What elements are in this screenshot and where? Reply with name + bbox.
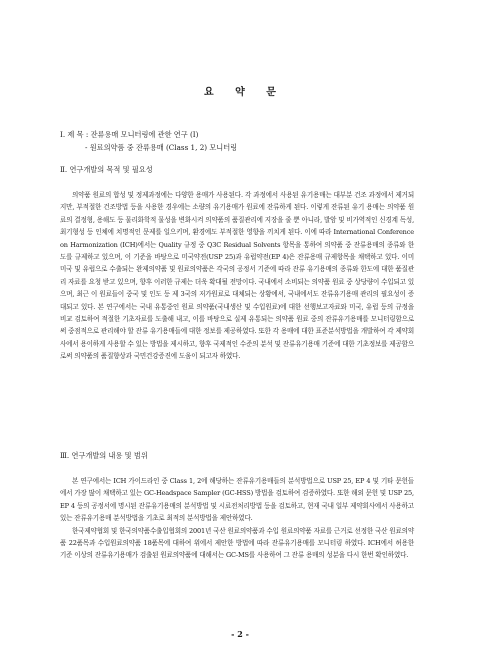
scope-heading: Ⅲ. 연구개발의 내용 및 범위 [60, 451, 148, 460]
purpose-section [60, 164, 414, 363]
summary-title: 요 약 문 [204, 87, 285, 98]
page-number: - 2 - [231, 629, 249, 639]
purpose-paragraph: 의약품 원료의 합성 및 정제과정에는 다양한 용매가 사용된다. 각 과정에서 사용된 유기용매는 대부분 건조 과정에서 제거되지만, 부적절한 건조방법 등을 사용한 경우에는 소량의 유기용매가 원료에 잔류하게 된다. 이렇게 잔류된 유기 용매는 의약품 원료의 결정형, 용해도 등 물리화학적 물성을 변화시켜 의약품의 품질관리에 지장을 줄 뿐 아니라, 발암 및 비가역적인 신경계 독성, 최기형성 등 인체에 치명적인 문제를 일으키며, 환경에도 부적절한 영향을 끼치게 된다. 이에 따라 International Conference on Harmonization (ICH)에서는 Quality 규정 중 Q3C Residual Solvents 항목을 통하여 의약품 중 잔류용매의 종류와 한도를 규제하고 있으며, 이 기준을 바탕으로 미국약전(USP 25)과 유럽약전(EP 4)은 잔류용매 규제항목을 채택하고 있다. 이미 미국 및 유럽으로 수출되는 완제의약품 및 원료의약품은 각국의 공정서 기준에 따라 잔류 유기용매의 종류와 한도에 대한 품질관리 자료를 요청 받고 있으며, 향후 이러한 규제는 더욱 확대될 전망이다. 국내에서 소비되는 의약품 원료 중 상당량이 수입되고 있으며, 최근 이 원료들이 중국 및 인도 등 제 3국의 저가원료로 대체되는 상황에서, 국내에서도 잔류유기용매 관리의 필요성이 증대되고 있다. 본 연구에서는 국내 유통중인 원료 의약품(국내생산 및 수입원료)에 대한 선행보고자료와 미국, 유럽 등의 규정을 비교 검토하여 적절한 기초자료를 도출해 내고, 이를 바탕으로 실제 유통되는 의약품 원료 중의 잔류유기용매를 모니터링함으로써 중점적으로 관리해야 할 잔류 유기용매들에 대한 정보를 제공하였다. 또한 각 용매에 대한 표준분석방법을 개발하여 각 제약회사에서 용이하게 사용할 수 있는 방법을 제시하고, 향후 국제적인 수준의 분석 및 잔류유기용매 기준에 대한 기초정보를 제공함으로써 의약품의 품질향상과 국민건강증진에 도움이 되고자 하였다. [60, 191, 414, 361]
subject-line-1: Ⅰ. 제 목 : 잔류용매 모니터링에 관한 연구 (I) [60, 130, 199, 139]
purpose-heading: Ⅱ. 연구개발의 목적 및 필요성 [60, 165, 153, 174]
scope-section [60, 450, 414, 562]
subject-block [60, 128, 237, 154]
scope-paragraph-1: 본 연구에서는 ICH 가이드라인 중 Class 1, 2에 해당하는 잔류유기용매들의 분석방법으로 USP 25, EP 4 및 기타 문헌들에서 가장 많이 채택하고 있는 GC-Headspace Sampler (GC-HSS) 방법을 검토하여 검증하였다. 또한 해외 문헌 및 USP 25, EP 4 등의 공정서에 명시된 잔류유기용매의 분석방법 및 시료전처리방법 등을 검토하고, 현재 국내 일부 제약회사에서 사용하고 있는 잔류유기용매 분석방법을 기초로 최적의 분석방법을 제안하였다. [60, 477, 414, 523]
subject-line-2: - 원료의약품 중 잔류용매 (Class 1, 2) 모니터링 [85, 143, 238, 152]
scope-paragraph-2: 한국제약협회 및 한국의약품수출입협회의 2001년 국산 원료의약품과 수입 원료의약품 자료를 근거로 선정한 국산 원료의약품 22품목과 수입원료의약품 18품목에 대하여 위에서 제안한 방법에 따라 잔류유기용매를 모니터링 하였다. ICH에서 허용한 기준 이상의 잔류유기용매가 검출된 원료의약품에 대해서는 GC-MS를 사용하여 그 잔류 용매의 성분을 다시 한번 확인하였다. [60, 526, 414, 560]
